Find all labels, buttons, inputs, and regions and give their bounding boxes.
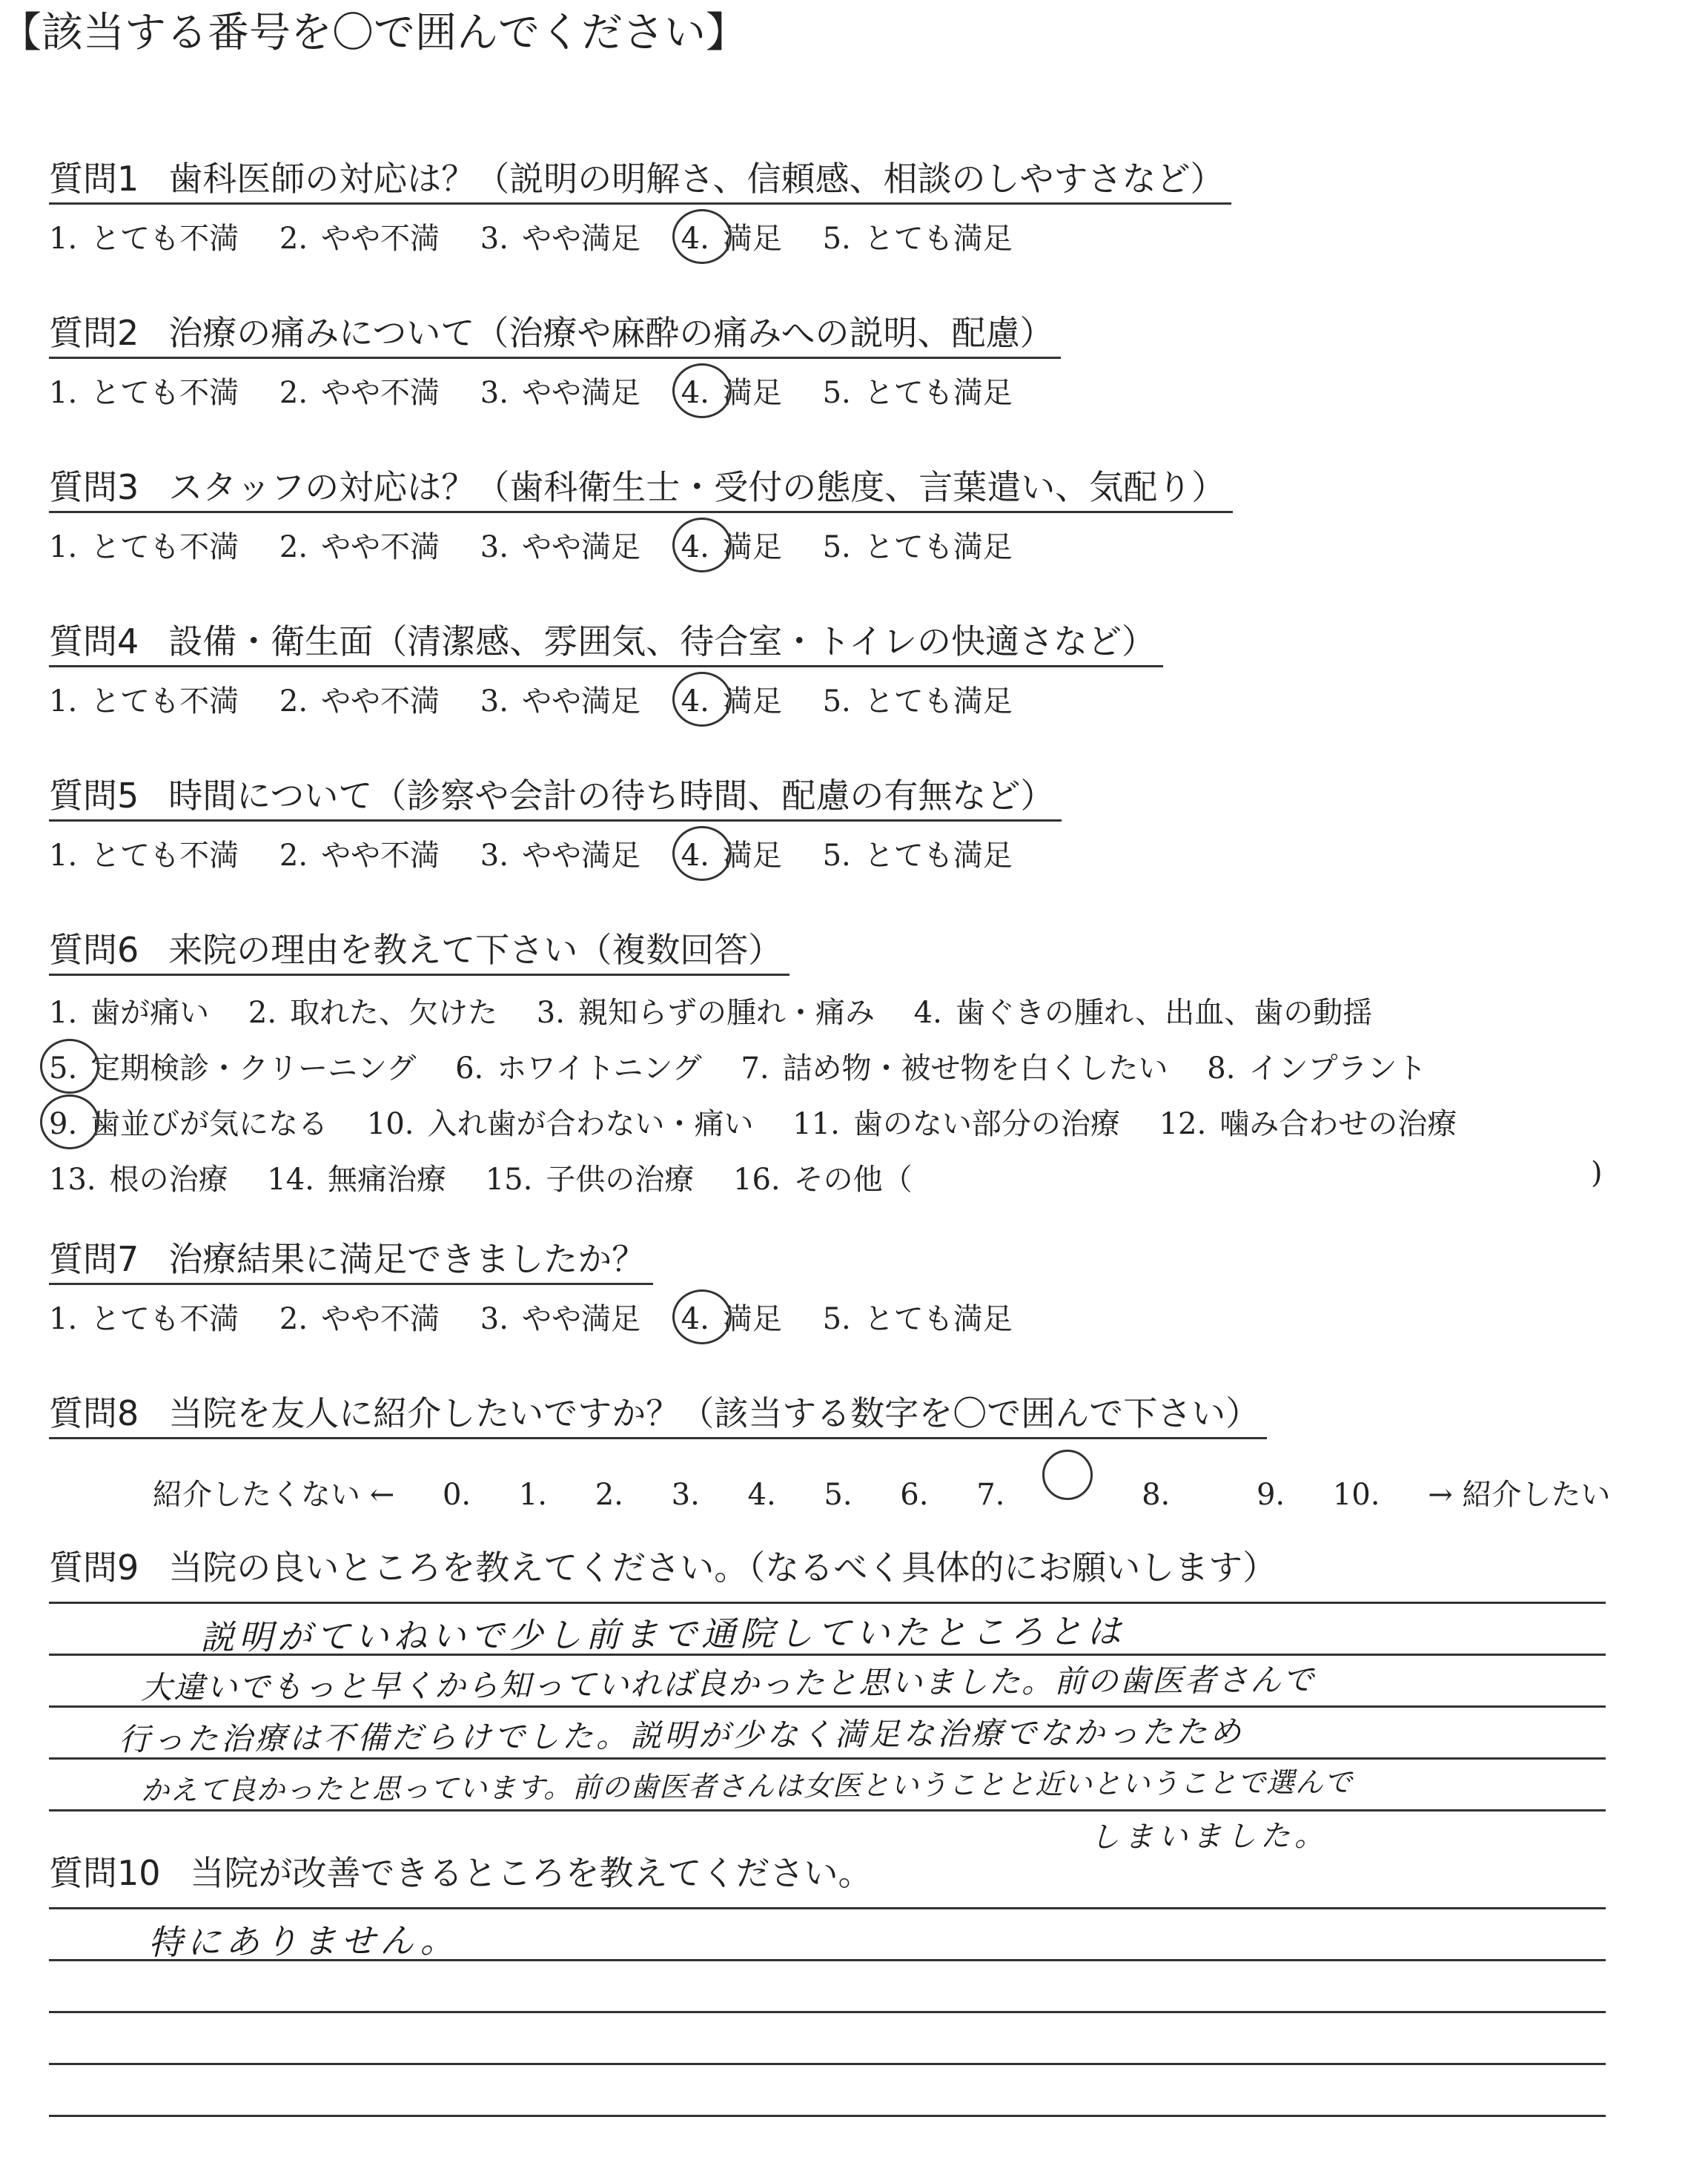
reason-16-other[interactable]: 16. その他（ <box>733 1163 913 1197</box>
option-1[interactable]: 1. とても不満 <box>49 684 239 719</box>
reason-4[interactable]: 4. 歯ぐきの腫れ、出血、歯の動揺 <box>913 996 1373 1030</box>
question-text: 当院を友人に紹介したいですか？（該当する数字を〇で囲んで下さい） <box>168 1393 1260 1433</box>
option-5[interactable]: 5. とても満足 <box>822 684 1013 719</box>
option-4-selected[interactable]: 4. 満足 <box>681 832 782 874</box>
selection-circle <box>672 518 732 572</box>
question-number: 質問4 <box>49 621 139 661</box>
option-2[interactable]: 2. やや不満 <box>279 222 440 256</box>
question-4-title <box>49 615 1163 667</box>
reason-3[interactable]: 3. 親知らずの腫れ・痛み <box>536 996 875 1030</box>
answer-line <box>49 1602 1606 1604</box>
question-1 <box>49 152 1650 257</box>
question-3 <box>49 460 1650 566</box>
reason-9-selected[interactable]: 9. 歯並びが気になる <box>49 1100 328 1143</box>
question-text: 治療の痛みについて（治療や麻酔の痛みへの説明、配慮） <box>168 313 1054 353</box>
form-heading: 【該当する番号を〇で囲んでください】 <box>0 9 747 57</box>
option-4-selected[interactable]: 4. 満足 <box>681 678 782 720</box>
option-1[interactable]: 1. とても不満 <box>49 222 239 256</box>
option-1[interactable]: 1. とても不満 <box>49 530 239 564</box>
option-2[interactable]: 2. やや不満 <box>279 839 440 873</box>
question-text: 時間について（診察や会計の待ち時間、配慮の有無など） <box>168 776 1055 816</box>
scale-4[interactable]: 4. <box>747 1478 776 1512</box>
option-1[interactable]: 1. とても不満 <box>49 839 239 873</box>
option-2[interactable]: 2. やや不満 <box>279 376 440 410</box>
answer-line <box>49 2063 1606 2065</box>
reason-10[interactable]: 10. 入れ歯が合わない・痛い <box>366 1107 754 1141</box>
answer-9-line-4: かえて良かったと思っています。前の歯医者さんは女医ということと近いということで選んで <box>140 1766 1354 1807</box>
scale-3[interactable]: 3. <box>671 1478 700 1512</box>
scale-left-label: 紹介したくない ← <box>153 1478 395 1512</box>
answer-line <box>49 2115 1606 2117</box>
rating-options <box>49 215 1650 257</box>
question-8-title <box>49 1387 1267 1439</box>
reason-5-selected[interactable]: 5. 定期検診・クリーニング <box>49 1045 416 1087</box>
selection-circle <box>40 1039 99 1094</box>
rating-options <box>49 524 1650 566</box>
scale-right-label: → 紹介したい <box>1428 1478 1611 1512</box>
question-4 <box>49 615 1650 720</box>
recommend-scale <box>153 1454 1650 1513</box>
question-number: 質問1 <box>49 159 139 199</box>
option-3[interactable]: 3. やや満足 <box>480 530 640 564</box>
option-2[interactable]: 2. やや不満 <box>279 1302 440 1336</box>
question-9-title <box>49 1541 1650 1590</box>
option-5[interactable]: 5. とても満足 <box>822 839 1013 873</box>
reason-14[interactable]: 14. 無痛治療 <box>267 1163 446 1197</box>
scale-0[interactable]: 0. <box>442 1478 471 1512</box>
question-text: 歯科医師の対応は？（説明の明解さ、信頼感、相談のしやすさなど） <box>168 159 1225 199</box>
option-1[interactable]: 1. とても不満 <box>49 376 239 410</box>
question-number: 質問10 <box>49 1853 161 1893</box>
question-9 <box>49 1541 1650 1590</box>
reason-13[interactable]: 13. 根の治療 <box>49 1163 228 1197</box>
reason-row-1 <box>49 989 1650 1031</box>
answer-9-line-3: 行った治療は不備だらけでした。説明が少なく満足な治療でなかったため <box>118 1713 1245 1758</box>
reason-2[interactable]: 2. 取れた、欠けた <box>248 996 498 1030</box>
reason-11[interactable]: 11. 歯のない部分の治療 <box>792 1107 1120 1141</box>
reason-row-2 <box>49 1045 1650 1087</box>
scale-6[interactable]: 6. <box>900 1478 929 1512</box>
reason-row-3 <box>49 1100 1650 1143</box>
question-2 <box>49 306 1650 412</box>
question-1-title <box>49 152 1231 205</box>
selection-circle <box>672 209 732 264</box>
question-6-title <box>49 923 790 976</box>
question-text: スタッフの対応は？（歯科衛生士・受付の態度、言葉遣い、気配り） <box>168 467 1226 507</box>
question-number: 質問2 <box>49 313 139 353</box>
scale-10[interactable]: 10. <box>1332 1478 1380 1512</box>
option-3[interactable]: 3. やや満足 <box>480 222 640 256</box>
question-5 <box>49 769 1650 874</box>
option-4-selected[interactable]: 4. 満足 <box>681 1295 782 1338</box>
scale-2[interactable]: 2. <box>595 1478 623 1512</box>
reason-1[interactable]: 1. 歯が痛い <box>49 996 210 1030</box>
question-10 <box>49 1846 1650 1895</box>
scale-9[interactable]: 9. <box>1256 1478 1285 1512</box>
scale-5[interactable]: 5. <box>824 1478 853 1512</box>
question-text: 治療結果に満足できましたか？ <box>168 1239 646 1279</box>
option-5[interactable]: 5. とても満足 <box>822 222 1013 256</box>
answer-line <box>49 1907 1606 1909</box>
question-6 <box>49 923 1650 1198</box>
option-3[interactable]: 3. やや満足 <box>480 1302 640 1336</box>
question-text: 来院の理由を教えて下さい（複数回答） <box>168 930 783 970</box>
rating-options <box>49 369 1650 412</box>
option-4-selected[interactable]: 4. 満足 <box>681 524 782 566</box>
option-5[interactable]: 5. とても満足 <box>822 530 1013 564</box>
option-2[interactable]: 2. やや不満 <box>279 684 440 719</box>
answer-line <box>49 2011 1606 2013</box>
reason-6[interactable]: 6. ホワイトニング <box>455 1051 702 1086</box>
option-4-selected[interactable]: 4. 満足 <box>681 369 782 412</box>
other-close-paren: ) <box>1591 1156 1603 1190</box>
answer-9-line-1: 説明がていねいで少し前まで通院していたところとは <box>199 1611 1126 1658</box>
scale-8-selected[interactable]: 8. <box>1053 1454 1208 1512</box>
option-5[interactable]: 5. とても満足 <box>822 376 1013 410</box>
question-number: 質問6 <box>49 930 139 970</box>
reason-7[interactable]: 7. 詰め物・被せ物を白くしたい <box>741 1051 1168 1086</box>
question-number: 質問9 <box>49 1548 139 1588</box>
question-2-title <box>49 306 1061 359</box>
question-5-title <box>49 769 1062 822</box>
question-7 <box>49 1232 1650 1338</box>
selection-circle <box>1042 1450 1093 1500</box>
option-3[interactable]: 3. やや満足 <box>480 376 640 410</box>
question-text: 当院の良いところを教えてください。（なるべく具体的にお願いします） <box>168 1548 1277 1588</box>
rating-options <box>49 678 1650 720</box>
reason-12[interactable]: 12. 噛み合わせの治療 <box>1159 1107 1457 1141</box>
question-10-title <box>49 1846 1650 1895</box>
selection-circle <box>672 363 732 418</box>
option-3[interactable]: 3. やや満足 <box>480 839 640 873</box>
answer-9-line-2: 大違いでもっと早くから知っていれば良かったと思いました。前の歯医者さんで <box>140 1661 1316 1706</box>
question-number: 質問8 <box>49 1393 139 1433</box>
option-3[interactable]: 3. やや満足 <box>480 684 640 719</box>
selection-circle <box>672 672 732 727</box>
selection-circle <box>672 826 732 881</box>
reason-8[interactable]: 8. インプラント <box>1207 1051 1427 1086</box>
question-8 <box>49 1387 1650 1513</box>
scale-7[interactable]: 7. <box>976 1478 1005 1512</box>
question-number: 質問7 <box>49 1239 139 1279</box>
scale-1[interactable]: 1. <box>518 1478 548 1512</box>
question-number: 質問5 <box>49 776 139 816</box>
question-number: 質問3 <box>49 467 139 507</box>
answer-10: 特にありません。 <box>148 1920 459 1963</box>
question-7-title <box>49 1232 653 1285</box>
reason-row-4 <box>49 1156 1650 1198</box>
reason-15[interactable]: 15. 子供の治療 <box>485 1163 695 1197</box>
answer-9-line-5: しまいました。 <box>1089 1818 1329 1855</box>
option-1[interactable]: 1. とても不満 <box>49 1302 239 1336</box>
rating-options <box>49 832 1650 874</box>
question-text: 設備・衛生面（清潔感、雰囲気、待合室・トイレの快適さなど） <box>168 621 1156 661</box>
option-4-selected[interactable]: 4. 満足 <box>681 215 782 257</box>
option-5[interactable]: 5. とても満足 <box>822 1302 1013 1336</box>
selection-circle <box>40 1094 99 1149</box>
selection-circle <box>672 1289 732 1344</box>
question-3-title <box>49 460 1233 513</box>
rating-options <box>49 1295 1650 1338</box>
question-text: 当院が改善できるところを教えてください。 <box>190 1853 873 1893</box>
option-2[interactable]: 2. やや不満 <box>279 530 440 564</box>
answer-line <box>49 1809 1606 1811</box>
